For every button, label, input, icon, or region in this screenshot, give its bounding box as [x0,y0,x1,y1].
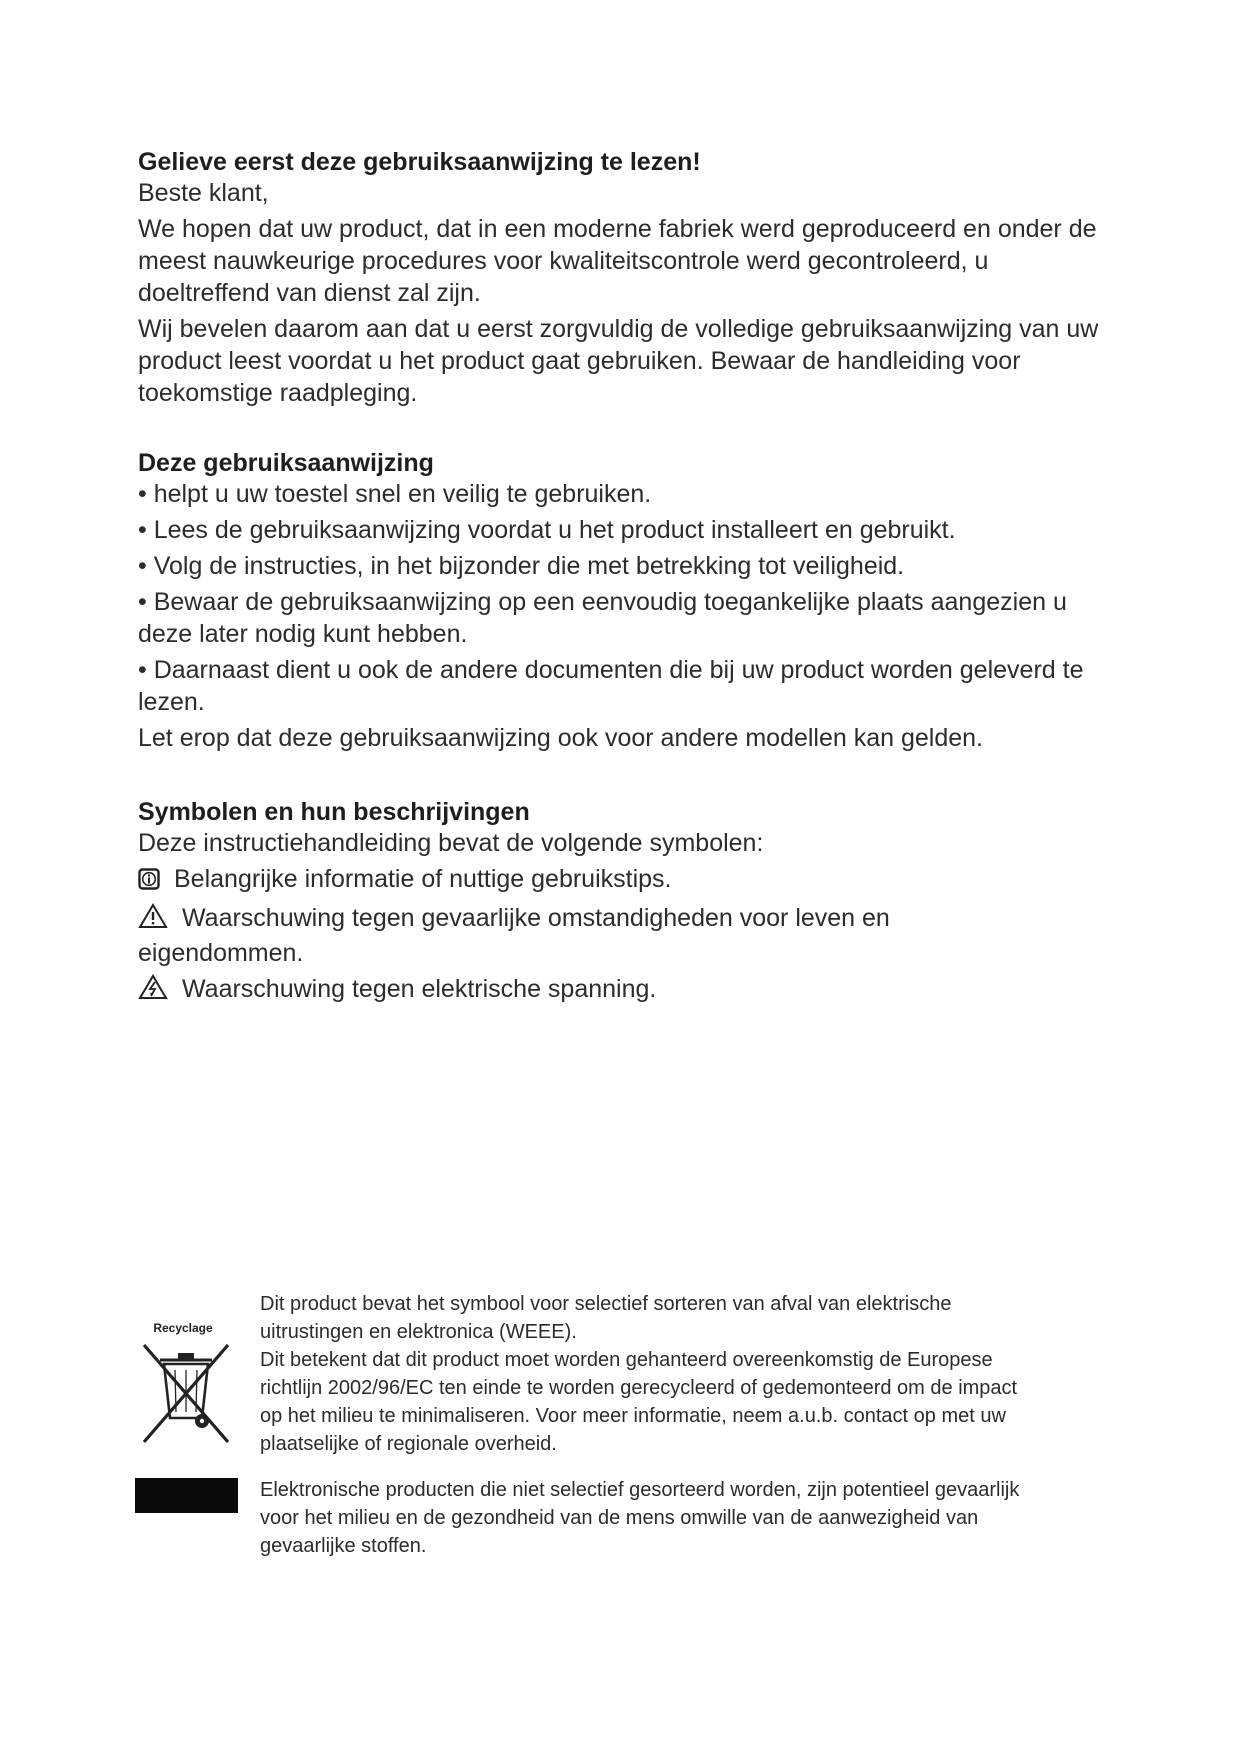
intro-paragraph-2: Wij bevelen daarom aan dat u eerst zorgvuldig de volledige gebruiksaanwijzing van uw product leest voordat u het product gaat gebruiken. Bewaar de handleiding voor toekomstige raadpleging. [138,315,1099,407]
bullet-item: • helpt u uw toestel snel en veilig te gebruiken. [138,480,652,508]
weee-line: gevaarlijke stoffen. [260,1535,427,1557]
weee-line: plaatselijke of regionale overheid. [260,1433,557,1455]
symbol-warning-continuation: eigendommen. [138,939,304,967]
bullet-item: • Bewaar de gebruiksaanwijzing op een eenvoudig toegankelijke plaats aangezien u deze later nodig kunt hebben. [138,588,1067,648]
symbol-info-row [138,863,1118,898]
info-icon [138,866,160,898]
manual-section [138,448,1118,754]
warning-triangle-icon [138,903,168,937]
symbol-electrical-text: Waarschuwing tegen elektrische spanning. [182,975,657,1003]
weee-line: Elektronische producten die niet selectief gesorteerd worden, zijn potentieel gevaarlijk [260,1479,1020,1501]
symbol-warning-text: Waarschuwing tegen gevaarlijke omstandigheden voor leven en [182,904,890,932]
crossed-out-bin-icon [130,1290,245,1540]
symbol-warning-row [138,902,1118,937]
weee-line: richtlijn 2002/96/EC ten einde te worden gerecycleerd of gedemonteerd om de impact [260,1377,1018,1399]
weee-logo-label: Recyclage [153,1321,213,1335]
symbol-electrical-row [138,973,1118,1008]
manual-heading: Deze gebruiksaanwijzing [138,449,434,477]
intro-section [138,147,1118,409]
weee-line: voor het milieu en de gezondheid van de mens omwille van de aanwezigheid van [260,1507,979,1529]
manual-note: Let erop dat deze gebruiksaanwijzing ook voor andere modellen kan gelden. [138,724,984,752]
bullet-item: • Volg de instructies, in het bijzonder die met betrekking tot veiligheid. [138,552,905,580]
weee-text [260,1290,1120,1560]
symbol-info-text: Belangrijke informatie of nuttige gebruikstips. [174,865,672,893]
weee-logo [130,1290,245,1540]
intro-paragraph-1: We hopen dat uw product, dat in een moderne fabriek werd geproduceerd en onder de meest nauwkeurige procedures voor kwaliteitscontrole werd gecontroleerd, u doeltreffend van dienst zal zijn. [138,215,1097,307]
symbols-heading: Symbolen en hun beschrijvingen [138,798,530,826]
weee-section [130,1290,1130,1590]
weee-line: op het milieu te minimaliseren. Voor meer informatie, neem a.u.b. contact op met uw [260,1405,1006,1427]
greeting: Beste klant, [138,179,269,207]
weee-line: Dit product bevat het symbool voor selectief sorteren van afval van elektrische [260,1293,952,1315]
symbols-intro: Deze instructiehandleiding bevat de volgende symbolen: [138,829,764,857]
bullet-item: • Daarnaast dient u ook de andere documenten die bij uw product worden geleverd te lezen. [138,656,1084,716]
intro-heading: Gelieve eerst deze gebruiksaanwijzing te lezen! [138,148,701,176]
weee-line: Dit betekent dat dit product moet worden gehanteerd overeenkomstig de Europese [260,1349,993,1371]
symbols-section [138,797,1118,1012]
weee-line: uitrustingen en elektronica (WEEE). [260,1321,577,1343]
bullet-item: • Lees de gebruiksaanwijzing voordat u het product installeert en gebruikt. [138,516,956,544]
electrical-warning-icon [138,974,168,1008]
